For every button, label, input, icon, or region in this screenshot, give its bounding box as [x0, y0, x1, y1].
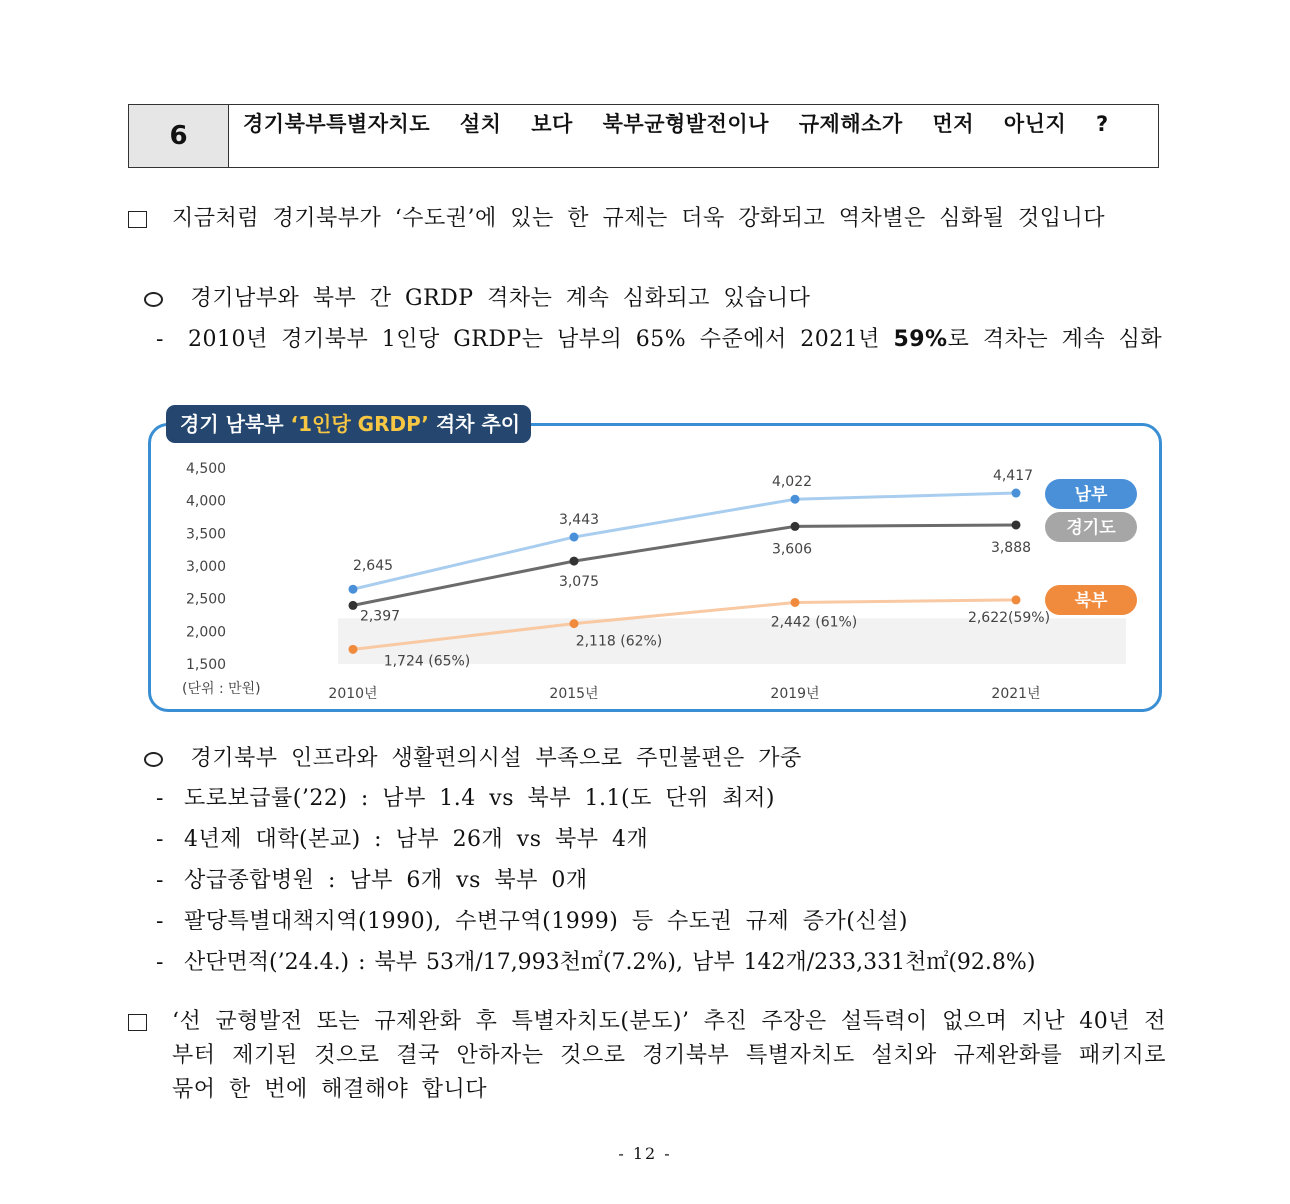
data-label: 3,888: [990, 539, 1032, 556]
question-title: 경기북부특별자치도 설치 보다 북부균형발전이나 규제해소가 먼저 아닌지 ?: [243, 112, 1109, 136]
legend-label: 남부: [1074, 485, 1108, 505]
list-item-text: 도로보급률(’22) : 남부 1.4 vs 북부 1.1(도 단위 최저): [184, 786, 775, 811]
page-number: - 12 -: [618, 1144, 672, 1163]
list-item: - 도로보급률(’22) : 남부 1.4 vs 북부 1.1(도 단위 최저): [156, 786, 775, 811]
line-chart: [148, 423, 1162, 712]
data-label: 4,417: [992, 468, 1034, 485]
chart-title-prefix: 경기 남북부: [180, 412, 291, 436]
section2-point-block: [144, 742, 1164, 776]
data-label: 2,645: [352, 558, 394, 575]
detail-bold: 59%: [893, 327, 948, 352]
section3-heading-block: [128, 1005, 1166, 1107]
data-point: [349, 645, 358, 654]
list-item: - 산단면적(’24.4.) : 북부 53개/17,993천㎡(7.2%), 남부 142개/233,331천㎡(92.8%): [156, 950, 1036, 975]
section1-point: 경기남부와 북부 간 GRDP 격차는 계속 심화되고 있습니다: [190, 286, 811, 311]
data-label: 3,075: [558, 574, 600, 591]
question-header: [128, 104, 1159, 168]
section1-heading-block: [128, 202, 1166, 236]
data-point: [349, 601, 358, 610]
section3-heading: ‘선 균형발전 또는 규제완화 후 특별자치도(분도)’ 추진 주장은 설득력이 없으며 지난 40년 전부터 제기된 것으로 결국 안하자는 것으로 경기북부 특별자치도 설치와 규제완화를 패키지로 묶어 한 번에 해결해야 합니다: [172, 1009, 1166, 1102]
y-tick-label: 4,500: [186, 461, 227, 477]
data-point: [791, 495, 800, 504]
detail-suffix: 로 격차는 계속 심화: [947, 327, 1163, 352]
data-point: [791, 522, 800, 531]
question-number: 6: [129, 105, 229, 167]
data-label: 4,022: [771, 474, 813, 491]
section2-point: 경기북부 인프라와 생활편의시설 부족으로 주민불편은 가중: [190, 746, 802, 771]
circle-bullet-icon: [144, 752, 163, 767]
data-point: [570, 533, 579, 542]
dash-bullet: -: [156, 327, 164, 352]
chart-title-suffix: 격차 추이: [428, 412, 521, 436]
data-label: 3,443: [558, 512, 600, 529]
data-point: [791, 598, 800, 607]
y-tick-label: 2,000: [186, 624, 227, 641]
list-item: - 4년제 대학(본교) : 남부 26개 vs 북부 4개: [156, 827, 649, 852]
data-point: [1012, 595, 1021, 604]
section1-detail: [188, 323, 1166, 357]
list-item-text: 상급종합병원 : 남부 6개 vs 북부 0개: [184, 868, 588, 893]
x-tick-label: 2021년: [991, 686, 1041, 702]
section1-point-block: [144, 282, 1164, 316]
circle-bullet-icon: [144, 292, 163, 307]
data-point: [570, 557, 579, 566]
list-item: - 팔당특별대책지역(1990), 수변구역(1999) 등 수도권 규제 증가(신설): [156, 909, 908, 934]
data-point: [1012, 489, 1021, 498]
data-point: [349, 585, 358, 594]
square-bullet-icon: [128, 211, 147, 228]
section1-heading: 지금처럼 경기북부가 ‘수도권’에 있는 한 규제는 더욱 강화되고 역차별은 심화될 것입니다: [172, 206, 1105, 231]
x-tick-label: 2019년: [770, 686, 820, 702]
y-tick-label: 2,500: [186, 591, 227, 608]
y-tick-label: 3,000: [186, 559, 227, 575]
legend-label: 북부: [1074, 591, 1108, 611]
list-item: - 상급종합병원 : 남부 6개 vs 북부 0개: [156, 868, 588, 893]
y-tick-label: 3,500: [186, 526, 227, 543]
data-label: 1,724 (65%): [383, 653, 471, 670]
legend-label: 경기도: [1066, 518, 1116, 538]
chart-title-highlight: ‘1인당 GRDP’: [290, 412, 429, 436]
y-tick-label: 1,500: [186, 657, 227, 673]
unit-label: (단위 : 만원): [182, 681, 261, 697]
series-line-남부: [353, 493, 1016, 589]
list-item-text: 4년제 대학(본교) : 남부 26개 vs 북부 4개: [184, 827, 649, 852]
x-tick-label: 2010년: [328, 686, 378, 702]
detail-prefix: 2010년 경기북부 1인당 GRDP는 남부의 65% 수준에서 2021년: [188, 327, 894, 352]
square-bullet-icon: [128, 1014, 147, 1031]
data-label: 2,118 (62%): [575, 633, 663, 650]
section1-detail-block: [156, 323, 1166, 357]
x-tick-label: 2015년: [549, 686, 599, 702]
y-tick-label: 4,000: [186, 493, 227, 510]
list-item-text: 산단면적(’24.4.) : 북부 53개/17,993천㎡(7.2%), 남부 142개/233,331천㎡(92.8%): [184, 950, 1036, 975]
data-label: 2,397: [359, 608, 401, 625]
list-item-text: 팔당특별대책지역(1990), 수변구역(1999) 등 수도권 규제 증가(신설): [184, 909, 908, 934]
data-label: 3,606: [771, 541, 813, 558]
data-label: 2,442 (61%): [770, 614, 858, 631]
data-point: [570, 619, 579, 628]
data-point: [1012, 520, 1021, 529]
data-label: 2,622(59%): [967, 609, 1051, 626]
section2-list: [156, 782, 1176, 987]
